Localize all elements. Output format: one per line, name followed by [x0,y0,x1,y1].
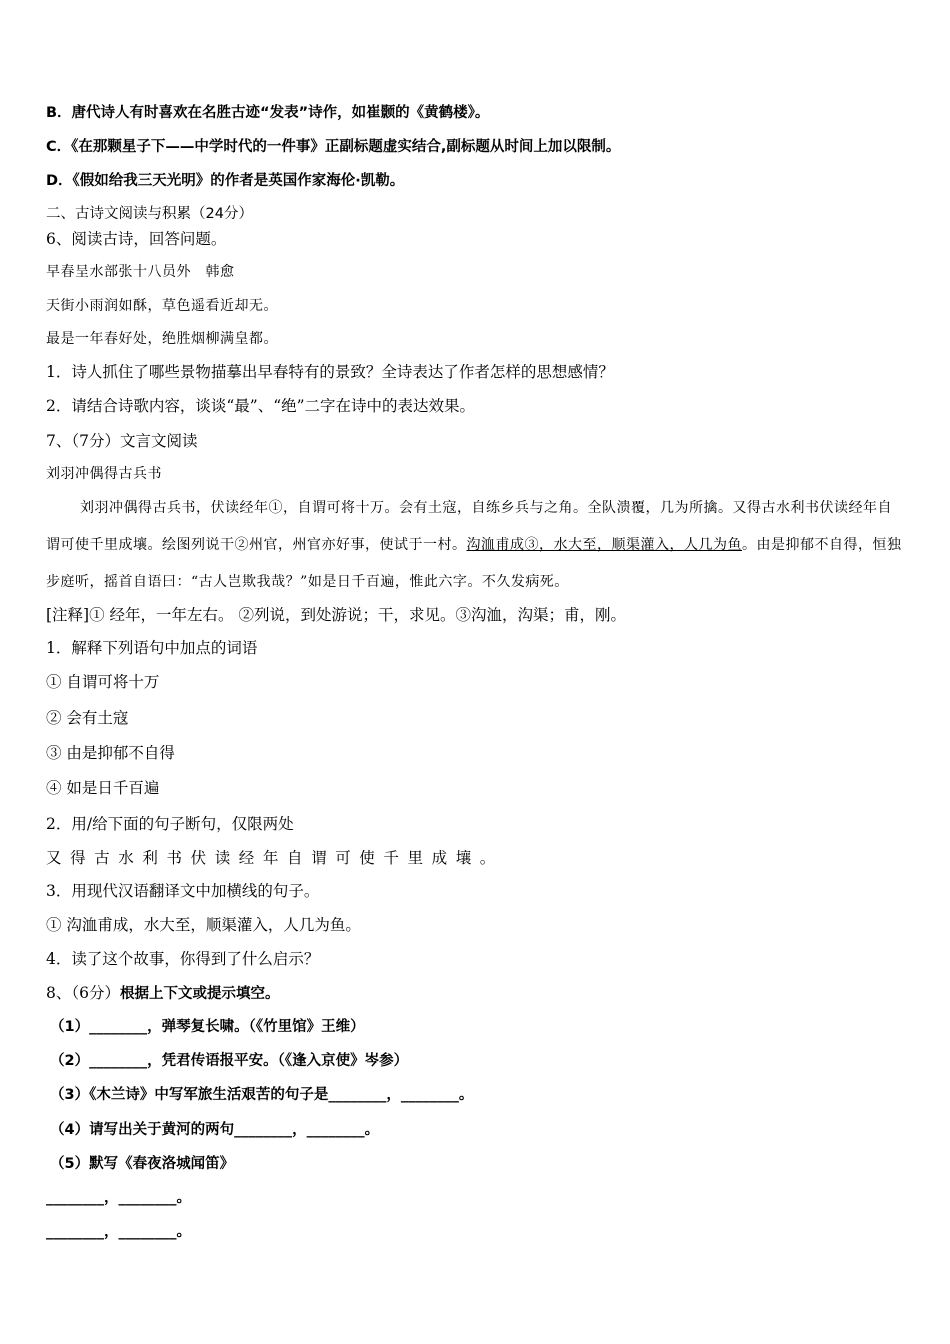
q6-sub1: 1．诗人抓住了哪些景物描摹出早春特有的景致？全诗表达了作者怎样的思想感情？ [46,363,614,381]
q8-heading [46,983,279,1004]
passage-text-b: 。由是抑郁不自得，恒独步庭听，摇首自语曰：“古人岂欺我哉？”如是日千百遍，惟此六字。不久发病死。 [46,537,902,590]
q8-item-1: （1）________，弹琴复长啸。（《竹里馆》王维） [50,1019,365,1035]
q8-item-4: （4）请写出关于黄河的两句________，________。 [50,1122,380,1138]
q6-sub2: 2．请结合诗歌内容，谈谈“最”、“绝”二字在诗中的表达效果。 [46,397,476,415]
q6-prompt: 6、阅读古诗，回答问题。 [46,230,227,248]
q8-prompt: 根据上下文或提示填空。 [119,986,280,1002]
poem-line-2: 最是一年春好处，绝胜烟柳满皇都。 [46,331,278,347]
q7-sub1-item-1: ① 自谓可将十万 [46,673,160,691]
passage-underlined: 沟洫甫成③，水大至，顺渠灌入，人几为鱼 [466,537,742,553]
classical-passage [46,490,906,601]
option-b: B．唐代诗人有时喜欢在名胜古迹“发表”诗作，如崔颢的《黄鹤楼》。 [46,105,490,121]
q7-sub1-item-3: ③ 由是抑郁不自得 [46,744,175,762]
q8-prefix: 8、（6分） [46,984,120,1002]
passage-text-a: 刘羽冲偶得古兵书，伏读经年①，自谓可将十万。会有土寇，自练乡兵与之角。全队溃覆，几为所擒。又得古水利书伏读经年自谓可使千里成壤。绘图列说干②州官，州官亦好事，使试于一村。 [46,500,892,553]
q7-sub3: 3．用现代汉语翻译文中加横线的句子。 [46,882,320,900]
q8-item-5: （5）默写《春夜洛城闻笛》 [50,1156,235,1172]
q7-sub4: 4．读了这个故事，你得到了什么启示？ [46,950,320,968]
option-c: C．《在那颗星子下——中学时代的一件事》正副标题虚实结合,副标题从时间上加以限制。 [46,139,621,155]
passage-notes: [注释]① 经年，一年左右。 ②列说，到处游说；干，求见。③沟洫，沟渠；甫，刚。 [46,606,626,624]
q7-sub2-sentence: 又得古水利书伏读经年自谓可使千里成壤。 [46,849,504,867]
q7-sub2: 2．用/给下面的句子断句，仅限两处 [46,815,294,833]
q8-item-2: （2）________，凭君传语报平安。（《逢入京使》岑参） [50,1053,409,1069]
section-heading: 二、古诗文阅读与积累（24分） [46,206,253,222]
q8-item-3: （3）《木兰诗》中写军旅生活艰苦的句子是________，________。 [50,1087,474,1103]
q7-sub1: 1．解释下列语句中加点的词语 [46,639,258,657]
poem-title: 早春呈水部张十八员外 韩愈 [46,264,235,280]
q7-prompt: 7、（7分）文言文阅读 [46,432,198,450]
poem-line-1: 天街小雨润如酥，草色遥看近却无。 [46,298,278,314]
q7-sub1-item-4: ④ 如是日千百遍 [46,779,160,797]
q7-sub3-item: ① 沟洫甫成，水大至，顺渠灌入，人几为鱼。 [46,916,361,934]
option-d: D．《假如给我三天光明》的作者是英国作家海伦·凯勒。 [46,173,405,189]
q7-sub1-item-2: ② 会有土寇 [46,709,129,727]
q8-blank-line-1: ________，________。 [46,1190,191,1206]
q7-title: 刘羽冲偶得古兵书 [46,466,162,482]
q8-blank-line-2: ________，________。 [46,1224,191,1240]
